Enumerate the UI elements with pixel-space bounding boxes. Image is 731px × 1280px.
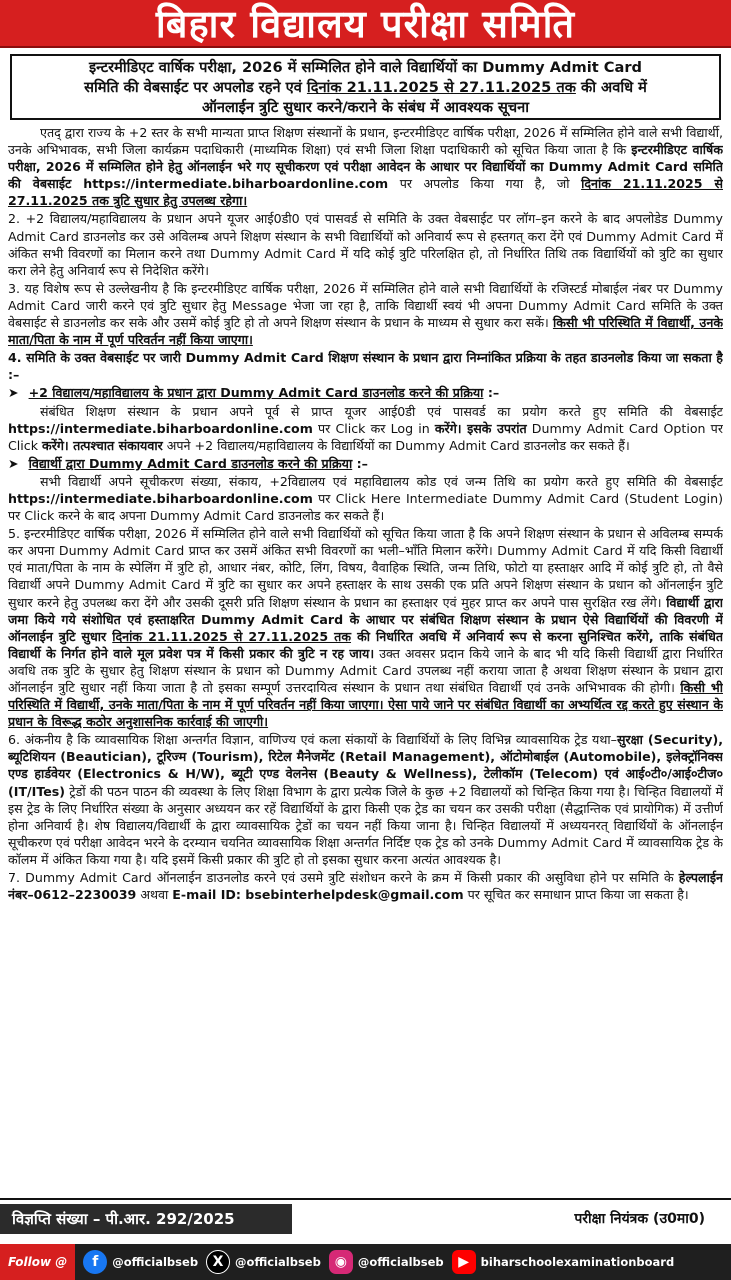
notice-body — [8, 124, 723, 1168]
exam-controller: परीक्षा नियंत्रक (उ0मा0) — [574, 1211, 705, 1227]
para5-text-b: विद्यार्थी द्वारा जमा किये गये संशोधित एवं हस्ताक्षरित Dummy Admit Card के आधार पर संबंधित शिक्षण संस्थान के प्रधान ऐसे विद्यार्थियों की विवरणी में ऑनलाईन त्रुटि सुधार — [8, 594, 723, 644]
bullet-2 — [8, 455, 723, 472]
helpline-number: हेल्पलाईन नंबर–0612–2230039 — [8, 870, 723, 903]
paragraph-2: 2. +2 विद्यालय/महाविद्यालय के प्रधान अपने यूजर आई0डी0 एवं पासवर्ड से समिति के उक्त वेबसाईट पर लॉग–इन करने के बाद अपलोडेड Dummy Admit Card डाउनलोड कर उसे अविलम्ब अपने शिक्षण संस्थान के सभी विद्यार्थियों को अनिवार्य रूप से हस्तगत् करा देंगे एवं Dummy Admit Card में अंकित सभी विवरणों का मिलान करने तथा Dummy Admit Card में यदि कोई त्रुटि परिलक्षित हो, तो निर्धारित तिथि तक विद्यार्थियों को त्रुटि का सुधार करा लेने हेतु अनिवार्य रूप से निदेशित करेंगे। — [8, 211, 723, 278]
follow-label: Follow @ — [0, 1244, 75, 1280]
para1-text-2: पर अपलोड किया गया है, जो — [388, 176, 582, 192]
para1-bold: इन्टरमीडिएट वार्षिक परीक्षा, 2026 में सम्मिलित होने हेतु ऑनलाईन भरे गए सूचीकरण एवं परीक्षा आवेदन के आधार पर विद्यार्थियों का Dummy Admit Card समिति की वेबसाईट https://intermediate.biharboardonline.com — [8, 142, 723, 192]
footer-divider — [0, 1198, 731, 1200]
para6-trades: सुरक्षा (Security), ब्यूटिशियन (Beautician), टूरिज्म (Tourism), रिटेल मैनेजमेंट (Retail Management), ऑटोमोबाईल (Automobile), इलेक्ट्रॉनिक्स एण्ड हार्डवेयर (Electronics & H/W), ब्यूटी एण्ड वेलनेस (Beauty & Wellness), टेलीकॉम (Telecom) एवं आई०टी०/आई०टीज० (IT/ITes) — [8, 732, 723, 799]
para5-text-d: की निर्धारित अवधि में अनिवार्य रूप से करना सुनिश्चित करेंगे, ताकि संबंधित विद्यार्थी के निर्गत होने वाले मूल प्रवेश पत्र में किसी प्रकार की त्रुटि न रह जाय। — [8, 628, 723, 661]
bullet1-text-a: संबंधित शिक्षण संस्थान के प्रधान अपने पूर्व से प्राप्त यूजर आई0डी एवं पासवर्ड का प्रयोग करते हुए समिति की वेबसाईट — [40, 403, 723, 419]
x-handle: @officialbseb — [235, 1255, 321, 1269]
para5-date: दिनांक 21.11.2025 से 27.11.2025 तक — [112, 628, 352, 644]
para4-text: 4. समिति के उक्त वेबसाईट पर जारी Dummy Admit Card शिक्षण संस्थान के प्रधान द्वारा निम्नांकित प्रक्रिया के तहत डाउनलोड किया जा सकता है :– — [8, 350, 723, 383]
bullet1-text-f: करेंगे। तत्पश्चात संकायवार — [42, 437, 163, 453]
bullet1-text-g: अपने +2 विद्यालय/महाविद्यालय के विद्यार्थियों का Dummy Admit Card डाउनलोड कर सकते हैं। — [162, 437, 630, 453]
bullet-1-text — [8, 403, 723, 454]
para3-text: 3. यह विशेष रूप से उल्लेखनीय है कि इन्टरमीडिएट वार्षिक परीक्षा, 2026 में सम्मिलित होने वाले सभी विद्यार्थियों के रजिस्टर्ड मोबाईल नंबर पर Dummy Admit Card जारी करने एवं त्रुटि सुधार हेतु Message भेजा जा रहा है, ताकि विद्यार्थी स्वयं भी अपना Dummy Admit Card समिति के उक्त वेबसाईट से डाउनलोड कर सके और उसमें कोई त्रुटि हो तो अपने शिक्षण संस्थान के प्रधान के माध्यम से सुधार करा सकें। — [8, 280, 723, 331]
facebook-handle: @officialbseb — [112, 1255, 199, 1269]
bullet2-tail: :– — [352, 455, 368, 471]
para6-text-a: 6. अंकनीय है कि व्यावसायिक शिक्षा अन्तर्गत विज्ञान, वाणिज्य एवं कला संकायों के विद्यार्थियों के लिए विभिन्न व्यावसायिक ट्रेड यथा– — [8, 732, 617, 748]
subject-line-2c: की अवधि में — [575, 79, 647, 96]
subject-box — [10, 54, 721, 120]
youtube-icon: ▶ — [452, 1250, 476, 1274]
paragraph-7 — [8, 869, 723, 903]
arrow-icon: ➤ — [8, 455, 19, 471]
bullet1-text-c: पर Click कर Log in — [312, 420, 435, 436]
bullet2-head: विद्यार्थी द्वारा Dummy Admit Card डाउनलोड करने की प्रक्रिया — [28, 455, 353, 471]
para5-text-e: उक्त अवसर प्रदान किये जाने के बाद भी यदि किसी विद्यार्थी द्वारा निर्धारित अवधि तक त्रुटि के सुधार हेतु शिक्षण संस्थान के प्रधान को Dummy Admit Card उपलब्ध नहीं कराया जाता है अथवा शिक्षण संस्थान के प्रधान द्वारा ऑनलाईन त्रुटि सुधार नहीं किया जाता है तो इसका सम्पूर्ण उत्तरदायित्व संस्थान के प्रधान तथा संबंधित विद्यार्थी एवं उनके अभिभावक की होगी। — [8, 645, 723, 695]
bullet1-tail: :– — [483, 385, 500, 401]
instagram-icon: ◉ — [329, 1250, 353, 1274]
para7-text-c: अथवा — [136, 887, 173, 903]
youtube-link[interactable] — [452, 1250, 675, 1274]
subject-line-2a: समिति की वेबसाईट पर अपलोड रहने एवं — [84, 79, 307, 96]
para1-date: दिनांक 21.11.2025 से 27.11.2025 तक त्रुटि सुधार हेतु उपलब्ध रहेगा। — [8, 176, 723, 209]
subject-date-range: दिनांक 21.11.2025 से 27.11.2025 तक — [306, 79, 576, 96]
instagram-link[interactable] — [329, 1250, 444, 1274]
youtube-handle: biharschoolexaminationboard — [480, 1255, 675, 1269]
arrow-icon: ➤ — [8, 385, 19, 401]
bullet1-text-d: करेंगे। इसके उपरांत — [434, 420, 527, 436]
website-link[interactable]: https://intermediate.biharboardonline.com — [8, 420, 313, 436]
x-icon: X — [206, 1250, 230, 1274]
paragraph-5 — [8, 525, 723, 730]
x-link[interactable] — [206, 1250, 321, 1274]
paragraph-4 — [8, 349, 723, 383]
bullet1-head: +2 विद्यालय/महाविद्यालय के प्रधान द्वारा Dummy Admit Card डाउनलोड करने की प्रक्रिया — [28, 385, 484, 401]
para6-text-c: ट्रेडों की पठन पाठन की व्यवस्था के लिए शिक्षा विभाग के द्वारा प्रत्येक जिले के कुछ +2 विद्यालयों को चिन्हित किया गया है। चिन्हित विद्यालयों में इस ट्रेड के लिए निर्धारित संख्या के अनुसार अध्ययन कर रहें विद्यार्थियों के द्वारा किसी एक ट्रेड का चयन कर उसकी परीक्षा (सैद्धान्तिक एवं प्रायोगिक) में उत्तीर्ण होना अनिवार्य है। शेष विद्यालय/विद्यार्थी के द्वारा व्यावसायिक ट्रेडों का चयन नहीं किया जाना है। चिन्हित विद्यालयों में अध्ययनरत् विद्यार्थियों के ऑनलाईन सूचीकरण एवं परीक्षा आवेदन भरने के दरम्यान चयनित व्यावसायिक शिक्षा अन्तर्गत निर्दिष्ट एक ट्रेड को उनके Dummy Admit Card में व्यावसायिक ट्रेड के कॉलम में अंकित किया गया है। यदि इसमें किसी प्रकार की त्रुटि हो तो इसका सुधार करना अत्यंत आवश्यक है। — [8, 783, 723, 867]
para5-warning: किसी भी परिस्थिति में विद्यार्थी, उनके माता/पिता के नाम में पूर्ण परिवर्तन नहीं किया जाएगा। ऐसा पाये जाने पर संबंधित विद्यार्थी का अभ्यर्थित्व रद्द करते हुए संस्थान के प्रधान के विरूद्ध कठोर अनुशासनिक कार्रवाई की जाएगी। — [8, 680, 723, 730]
facebook-link[interactable] — [83, 1250, 198, 1274]
bullet2-text-c: पर Click Here Intermediate Dummy Admit Card (Student Login) पर Click करने के बाद अपना Dummy Admit Card डाउनलोड कर सकते हैं। — [8, 490, 723, 524]
paragraph-1 — [8, 124, 723, 209]
paragraph-6 — [8, 731, 723, 868]
subject-line-3: ऑनलाईन त्रुटि सुधार करने/कराने के संबंध में आवश्यक सूचना — [201, 99, 530, 116]
subject-line-1: इन्टरमीडिएट वार्षिक परीक्षा, 2026 में सम्मिलित होने वाले विद्यार्थियों का Dummy Admit Card — [89, 59, 642, 76]
para3-warning: किसी भी परिस्थिति में विद्यार्थी, उनके माता/पिता के नाम में पूर्ण परिवर्तन नहीं किया जाएगा। — [8, 315, 723, 348]
bullet2-text-a: सभी विद्यार्थी अपने सूचीकरण संख्या, संकाय, +2विद्यालय एवं महाविद्यालय कोड एवं जन्म तिथि का प्रयोग करते हुए समिति की वेबसाईट — [40, 473, 723, 489]
para1-text: एतद् द्वारा राज्य के +2 स्तर के सभी मान्यता प्राप्त शिक्षण संस्थानों के प्रधान, इन्टरमीडिएट वार्षिक परीक्षा, 2026 में सम्मिलित होने वाले सभी विद्यार्थी, उनके अभिभावक, सभी जिला कार्यक्रम पदाधिकारी (माध्यमिक शिक्षा) एवं सभी जिला शिक्षा पदाधिकारी को सूचित किया जाता है कि — [8, 125, 723, 158]
social-bar — [0, 1244, 731, 1280]
para5-text-a: 5. इन्टरमीडिएट वार्षिक परीक्षा, 2026 में सम्मिलित होने वाले सभी विद्यार्थियों को सूचित किया जाता है कि अपने शिक्षण संस्थान के प्रधान से अविलम्ब सम्पर्क कर अपना Dummy Admit Card प्राप्त कर उसमें अंकित सभी विवरणों का भली–भाँति मिलान करेंगे। Dummy Admit Card में यदि किसी विद्यार्थी एवं माता/पिता के नाम के स्पेलिंग में त्रुटि हो, आधार नंबर, कोटि, लिंग, विषय, वैवाहिक स्थिति, जन्म तिथि, फोटो या हस्ताक्षर आदि में कोई त्रुटि हो, तो वैसे विद्यार्थी अपने Dummy Admit Card में त्रुटि का सुधार कर अपने हस्ताक्षर के साथ उसकी एक प्रति अपने शिक्षण संस्थान के प्रधान को ऑनलाईन त्रुटि सुधार करने हेतु उपलब्ध करा देंगे और उसकी दूसरी प्रति शिक्षण संस्थान के प्रधान का हस्ताक्षर एवं मुहर प्राप्त कर अपने पास सुरक्षित रख लेंगे। — [8, 526, 723, 610]
page-header — [0, 0, 731, 48]
subject-line-2 — [18, 78, 713, 98]
website-link[interactable]: https://intermediate.biharboardonline.com — [8, 490, 313, 506]
header-title: बिहार विद्यालय परीक्षा समिति — [155, 2, 576, 46]
facebook-icon: f — [83, 1250, 107, 1274]
para7-text-a: 7. Dummy Admit Card ऑनलाईन डाउनलोड करने एवं उसमे त्रुटि संशोधन करने के क्रम में किसी प्रकार की असुविधा होने पर समिति के — [8, 870, 679, 886]
bullet-1 — [8, 384, 723, 401]
para7-text-e: पर सूचित कर समाधान प्राप्त किया जा सकता है। — [463, 887, 689, 903]
bullet-2-text — [8, 473, 723, 524]
notice-number: विज्ञप्ति संख्या – पी.आर. 292/2025 — [0, 1204, 292, 1234]
bullet1-text-e: Dummy Admit Card Option पर Click — [8, 420, 723, 453]
paragraph-3 — [8, 280, 723, 348]
instagram-handle: @officialbseb — [357, 1255, 444, 1269]
email-link[interactable]: E-mail ID: bsebinterhelpdesk@gmail.com — [172, 887, 464, 903]
